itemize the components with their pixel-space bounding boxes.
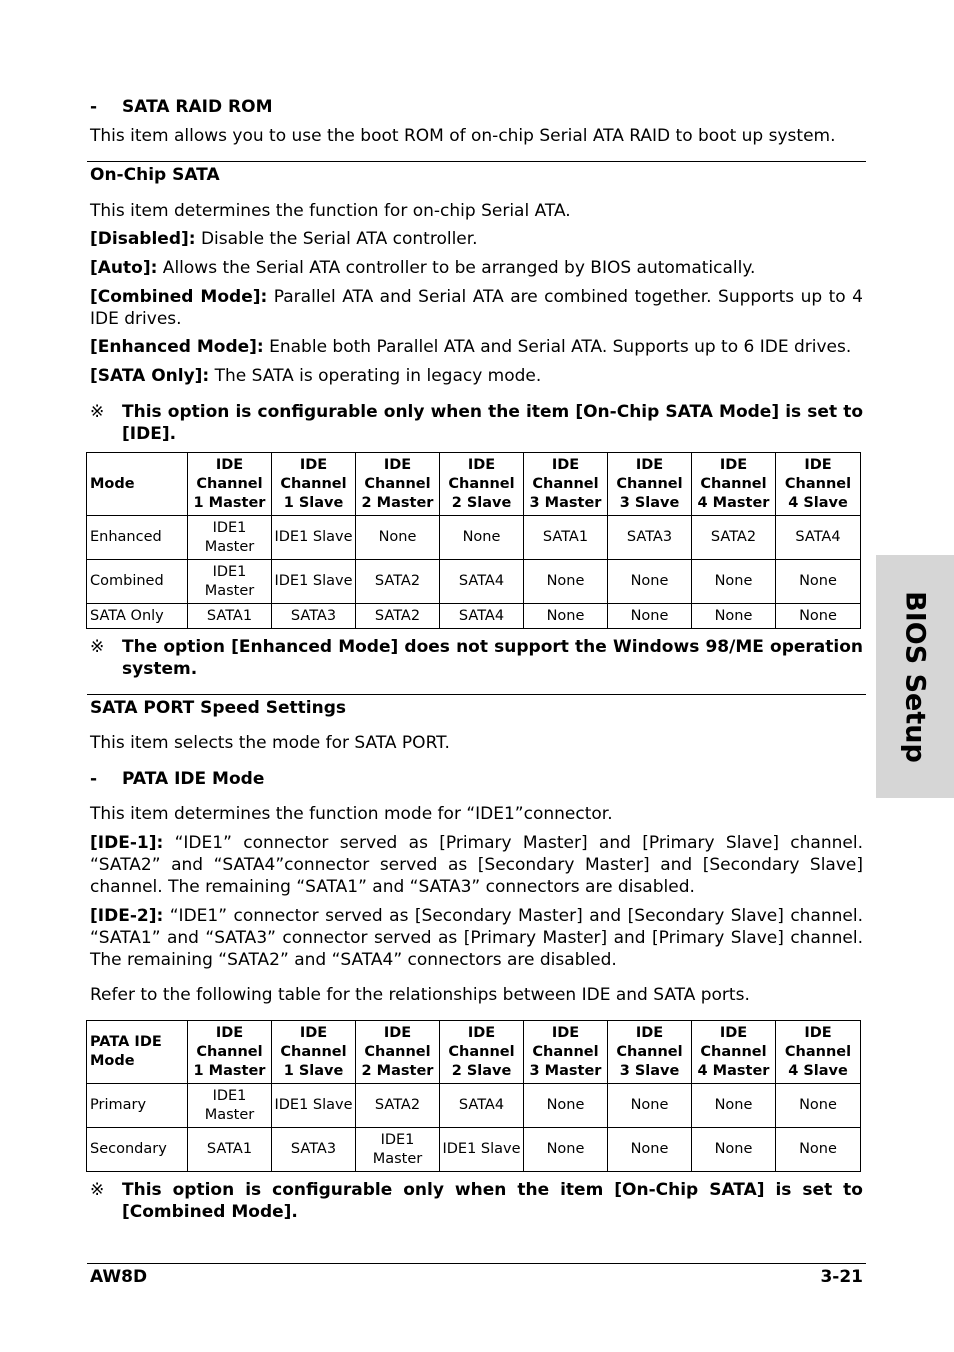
on-chip-sata-heading: On-Chip SATA	[90, 165, 220, 185]
note-text: This option is configurable only when the item [On-Chip SATA] is set to [Combined Mode].	[122, 1180, 863, 1222]
side-tab	[876, 555, 954, 798]
table-cell: None	[608, 604, 692, 629]
option-label: [Auto]:	[90, 258, 158, 278]
table-cell: None	[692, 604, 776, 629]
table-header-cell: IDE Channel 2 Master	[356, 1021, 440, 1084]
table-header-row	[87, 1021, 861, 1084]
pata-ide-refer: Refer to the following table for the relationships between IDE and SATA ports.	[90, 985, 750, 1005]
raid-rom-dash: -	[90, 97, 98, 117]
table-cell: IDE1 Master	[356, 1128, 440, 1172]
table-header-cell: IDE Channel 4 Master	[692, 1021, 776, 1084]
table-cell: SATA1	[188, 604, 272, 629]
table-cell: None	[524, 604, 608, 629]
table-cell: None	[524, 1084, 608, 1128]
section-divider	[87, 694, 866, 695]
option-text: Allows the Serial ATA controller to be arranged by BIOS automatically.	[157, 258, 756, 278]
option-label: [Enhanced Mode]:	[90, 337, 264, 357]
option-combined-mode	[90, 286, 863, 330]
table-header-cell: IDE Channel 3 Master	[524, 1021, 608, 1084]
table-cell: SATA2	[356, 1084, 440, 1128]
raid-rom-heading: SATA RAID ROM	[122, 97, 273, 117]
table-header-cell: IDE Channel 1 Slave	[272, 1021, 356, 1084]
table-cell: None	[608, 560, 692, 604]
side-tab-label: BIOS Setup	[899, 590, 931, 763]
table-cell: SATA2	[356, 604, 440, 629]
note-enhanced-mode	[90, 636, 863, 680]
option-text: Disable the Serial ATA controller.	[195, 229, 478, 249]
table-row	[87, 1128, 861, 1172]
table-row	[87, 516, 861, 560]
option-label: [SATA Only]:	[90, 366, 210, 386]
table-cell: None	[524, 560, 608, 604]
option-ide-1	[90, 832, 863, 898]
table-cell: SATA2	[692, 516, 776, 560]
table-cell: IDE1 Slave	[272, 516, 356, 560]
table-cell: None	[776, 1084, 861, 1128]
table-cell: Enhanced	[87, 516, 188, 560]
note-mark-icon: ※	[90, 637, 105, 657]
table-cell: SATA4	[440, 604, 524, 629]
table-cell: None	[440, 516, 524, 560]
table-cell: None	[692, 1128, 776, 1172]
table-cell: IDE1 Slave	[440, 1128, 524, 1172]
option-enhanced-mode	[90, 336, 863, 358]
table-row	[87, 604, 861, 629]
table-cell: SATA3	[608, 516, 692, 560]
table-header-cell: IDE Channel 1 Master	[188, 453, 272, 516]
option-text: “IDE1” connector served as [Secondary Master] and [Secondary Slave] channel. “SATA1” and “SATA3” connector served as [Primary Master] and [Primary Slave] channel. The remaining “SATA2” and “SATA4” connectors are disabled.	[90, 906, 863, 970]
sata-port-speed-text: This item selects the mode for SATA PORT.	[90, 733, 450, 753]
table-cell: None	[776, 1128, 861, 1172]
table-cell: SATA3	[272, 604, 356, 629]
table-header-cell: Mode	[87, 453, 188, 516]
table-header-cell: IDE Channel 4 Slave	[776, 1021, 861, 1084]
note-mark-icon: ※	[90, 402, 105, 422]
table-cell: SATA1	[188, 1128, 272, 1172]
sata-mode-table	[86, 452, 861, 629]
table-cell: IDE1 Slave	[272, 1084, 356, 1128]
table-header-cell: IDE Channel 3 Slave	[608, 453, 692, 516]
pata-ide-intro: This item determines the function mode for “IDE1”connector.	[90, 804, 613, 824]
table-cell: SATA4	[440, 1084, 524, 1128]
option-auto	[90, 257, 863, 279]
table-row	[87, 1084, 861, 1128]
table-cell: None	[776, 604, 861, 629]
pata-ide-dash: -	[90, 769, 98, 789]
table-header-cell: PATA IDE Mode	[87, 1021, 188, 1084]
table-cell: None	[692, 560, 776, 604]
option-sata-only	[90, 365, 863, 387]
option-label: [IDE-1]:	[90, 833, 164, 853]
section-divider	[87, 161, 866, 162]
table-cell: Combined	[87, 560, 188, 604]
table-header-cell: IDE Channel 2 Master	[356, 453, 440, 516]
table-cell: None	[692, 1084, 776, 1128]
table-header-cell: IDE Channel 4 Slave	[776, 453, 861, 516]
table-cell: None	[608, 1128, 692, 1172]
table-header-cell: IDE Channel 1 Slave	[272, 453, 356, 516]
table-cell: SATA2	[356, 560, 440, 604]
table-cell: Secondary	[87, 1128, 188, 1172]
sata-port-speed-heading: SATA PORT Speed Settings	[90, 698, 346, 718]
table-header-row	[87, 453, 861, 516]
option-text: “IDE1” connector served as [Primary Master] and [Primary Slave] channel. “SATA2” and “SATA4”connector served as [Secondary Master] and [Secondary Slave] channel. The remaining “SATA1” and “SATA3” connectors are disabled.	[90, 833, 863, 897]
table-cell: SATA3	[272, 1128, 356, 1172]
table-header-cell: IDE Channel 1 Master	[188, 1021, 272, 1084]
footer-page-number: 3-21	[820, 1267, 863, 1287]
table-header-cell: IDE Channel 2 Slave	[440, 1021, 524, 1084]
note-combined-mode	[90, 1179, 863, 1223]
option-ide-2	[90, 905, 863, 971]
note-text: This option is configurable only when the item [On-Chip SATA Mode] is set to [IDE].	[122, 402, 863, 444]
table-header-cell: IDE Channel 3 Slave	[608, 1021, 692, 1084]
table-header-cell: IDE Channel 3 Master	[524, 453, 608, 516]
on-chip-sata-intro: This item determines the function for on-chip Serial ATA.	[90, 201, 571, 221]
table-cell: SATA Only	[87, 604, 188, 629]
pata-ide-table	[86, 1020, 861, 1172]
table-cell: SATA1	[524, 516, 608, 560]
option-label: [IDE-2]:	[90, 906, 164, 926]
note-sata-mode	[90, 401, 863, 445]
table-header-cell: IDE Channel 2 Slave	[440, 453, 524, 516]
option-label: [Disabled]:	[90, 229, 196, 249]
note-mark-icon: ※	[90, 1180, 105, 1200]
table-header-cell: IDE Channel 4 Master	[692, 453, 776, 516]
table-cell: IDE1 Master	[188, 560, 272, 604]
option-text: Enable both Parallel ATA and Serial ATA. Supports up to 6 IDE drives.	[263, 337, 852, 357]
raid-rom-text: This item allows you to use the boot ROM of on-chip Serial ATA RAID to boot up system.	[90, 126, 836, 146]
table-cell: None	[524, 1128, 608, 1172]
table-cell: SATA4	[440, 560, 524, 604]
table-cell: SATA4	[776, 516, 861, 560]
table-cell: IDE1 Master	[188, 1084, 272, 1128]
pata-ide-heading: PATA IDE Mode	[122, 769, 265, 789]
option-disabled	[90, 228, 863, 250]
table-cell: IDE1 Slave	[272, 560, 356, 604]
option-text: The SATA is operating in legacy mode.	[209, 366, 542, 386]
footer-divider	[87, 1263, 866, 1264]
note-text: The option [Enhanced Mode] does not support the Windows 98/ME operation system.	[122, 637, 863, 679]
table-cell: None	[356, 516, 440, 560]
option-text: Parallel ATA and Serial ATA are combined together. Supports up to 4 IDE drives.	[90, 287, 863, 329]
option-label: [Combined Mode]:	[90, 287, 268, 307]
table-cell: None	[608, 1084, 692, 1128]
table-cell: Primary	[87, 1084, 188, 1128]
footer-model: AW8D	[90, 1267, 148, 1287]
table-cell: IDE1 Master	[188, 516, 272, 560]
table-row	[87, 560, 861, 604]
table-cell: None	[776, 560, 861, 604]
